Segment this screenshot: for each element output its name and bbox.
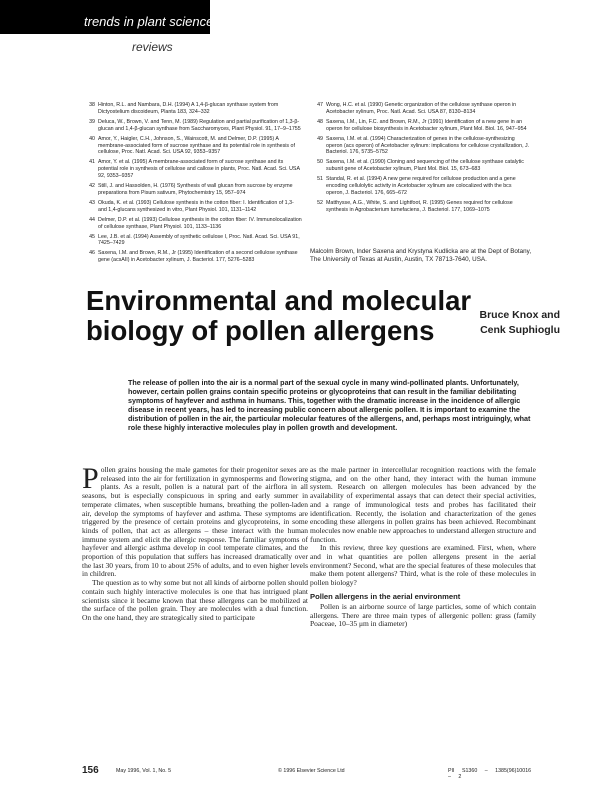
author-line: Bruce Knox and [479,309,560,321]
body-paragraph: Pollen grains housing the male gametes for their progenitor sexes are released into the air for fertilization in gymnosperms and flowering plants. As a result, pollen is a natural part of the airflora in all seasons, but is especially conspicuous in spring and early summer in temperate climates, when susceptible humans, breathing the pollen-laden air, develop the symptoms of hayfever and asthma. These symptoms are triggered by the presence of certain proteins and glycoproteins, in some kinds of pollen, that act as allergens – these interact with the human immune system and elicit the allergic response. The familiar symptoms of hayfever and allergic asthma develop in cool temperate climates, and the proportion of this population that suffers has increased dramatically over the last 30 years, from 10 to about 25% of adults, and to even higher levels in children. [82,462,308,579]
page-footer [82,765,538,780]
article-authors [400,308,560,338]
reference-item: 41 Amor, Y. et al. (1995) A membrane-associated form of sucrose synthase and its potential role in synthesis of cellulose and callose in plants, Proc. Natl. Acad. Sci. USA 92, 9353–9357 [89,159,300,180]
references-right-column [310,102,530,217]
reference-item: 38 Hinton, R.L. and Nambara, D.H. (1994) A 1,4-β-glucan synthase system from Dictyostelium discoideum, Planta 183, 324–332 [89,102,279,115]
page-number: 156 [82,765,99,776]
reference-item: 52 Matthysse, A.G., White, S. and Lightfoot, R. (1995) Genes required for cellulose synthesis in Agrobacterium tumefaciens, J. Bacteriol. 177, 1069–1075 [317,199,513,213]
body-right-column [310,466,536,629]
journal-header [0,0,600,82]
journal-section-label: trends in plant science [84,14,214,29]
article-abstract: The release of pollen into the air is a normal part of the sexual cycle in many wind-pollinated plants. Unfortunately, however, certain pollen grains contain specific proteins or glycoproteins that can result in the familiar debilitating symptoms of hayfever and asthma in humans. This, together with the dramatic increase in the incidence of allergic disease in recent years, has led to increasing public concern about allergenic pollen. It is important to examine the distribution of pollen in the air, the particular molecular features of the allergens, and, perhaps most intriguingly, what role these highly interactive molecules play in pollen growth and development. [128,378,531,432]
reference-item: 48 Saxena, I.M., Lin, F.C. and Brown, R.M., Jr (1991) Identification of a new gene in an operon for cellulose biosynthesis in Acetobacter xylinum, Plant Mol. Biol. 16, 947–954 [317,118,527,132]
references-left-column [82,102,302,267]
reference-item: 50 Saxena, I.M. et al. (1990) Cloning and sequencing of the cellulose synthase catalytic subunit gene of Acetobacter xylinum, Plant Mol. Biol. 15, 673–683 [317,159,524,173]
author-line: Cenk Suphioglu [480,324,560,336]
author-address: Malcolm Brown, Inder Saxena and Krystyna Kudlicka are at the Dept of Botany, The University of Texas at Austin, Austin, TX 78713-7640, USA. [310,248,532,264]
reference-item: 45 Lee, J.B. et al. (1994) Assembly of synthetic cellulose I, Proc. Natl. Acad. Sci. USA 91, 7425–7429 [89,233,300,247]
body-paragraph: In this review, three key questions are examined. First, when, where and in what quantities are pollen allergens present in the aerial environment? Second, what are the special features of these molecules that make them potent allergens? Third, what is the role of these molecules in pollen biology? [310,543,536,588]
body-paragraph: Pollen is an airborne source of large particles, some of which contain allergens. There are three main types of allergenic pollen: grass (family Poaceae, 10–35 μm in diameter) [310,601,536,629]
reference-item: 47 Wong, H.C. et al. (1990) Genetic organization of the cellulose synthase operon in Acetobacter xylinum, Proc. Natl. Acad. Sci. USA 87, 8130–8134 [317,102,517,115]
reference-item: 46 Saxena, I.M. and Brown, R.M., Jr (1995) Identification of a second cellulose synthase gene (acsAII) in Acetobacter xylinum, J. Bacteriol. 177, 5276–5283 [89,250,298,264]
reference-item: 51 Standal, R. et al. (1994) A new gene required for cellulose production and a gene encoding cellulolytic activity in Acetobacter xylinum are colocalized with the bcs operon, J. Bacteriol. 176, 665–672 [317,176,516,196]
reference-item: 40 Amor, Y., Haigler, C.H., Johnson, S., Wainscott, M. and Delmer, D.P. (1995) A membrane-associated form of sucrose synthase and its potential role in synthesis of cellulose, Proc. Natl. Acad. Sci. USA 92, 9353–9357 [89,135,295,156]
reference-item: 44 Delmer, D.P. et al. (1993) Cellulose synthesis in the cotton fiber: IV. Immunolocalization of cellulose synthase, Plant Physiol. 101, 1133–1136 [89,216,302,230]
body-paragraph: as the male partner in intercellular recognition reactions with the female stigma, and on the other hand, they interact with the human immune system. Research on allergen molecules has been advanced by the availability of experimental assays that can detect their special activities, and a range of immunological tests and probes has facilitated their identification. Recently, the isolation and characterization of the genes encoding these allergens in pollen grains has been achieved. Recombinant molecules now enable new approaches to understand allergen structure and function. [310,465,536,544]
drop-cap: P [82,462,99,495]
body-paragraph: The question as to why some but not all kinds of airborne pollen should contain such highly interactive molecules is one that has intrigued plant scientists since it became known that these allergens can be mobilized at the surface of the pollen grain. They are molecules with a dual function. On the one hand, they are strategically sited to participate [82,578,308,622]
reference-item: 39 Deluca, W., Brown, V. and Tenn, M. (1989) Regulation and partial purification of 1,3-β-glucan and 1,4-β-glucan synthase from Saccharomyces, Plant Physiol. 91, 17–9–1755 [89,118,301,132]
reference-item: 42 Still, J. and Hassolden, H. (1976) Synthesis of wall glucan from sucrose by enzyme preparations from Pisum sativum, Phytochemistry 15, 957–974 [89,183,293,196]
body-left-column [82,462,308,623]
article-title: Environmental and molecular biology of pollen allergens [86,285,472,346]
reviews-label: reviews [132,40,173,54]
reference-item: 43 Okuda, K. et al. (1993) Cellulose synthesis in the cotton fiber: I. Identification of 1,3- and 1,4-glucans synthesized in vitro, Plant Physiol. 101, 1131–1142 [89,199,294,213]
journal-issue: May 1996, Vol. 1, No. 5 [116,768,172,774]
reference-item: 49 Saxena, I.M. et al. (1994) Characterization of genes in the cellulose-synthesizing operon (acs operon) of Acetobacter xylinum: implications for cellulose crystallization, J. Bacteriol. 176, 5735–5752 [317,135,530,156]
copyright-notice: © 1996 Elsevier Science Ltd [278,768,345,774]
section-heading: Pollen allergens in the aerial environment [310,591,461,601]
pii-code: PII S1360 – 1385(96)10016 – 2 [448,768,532,780]
